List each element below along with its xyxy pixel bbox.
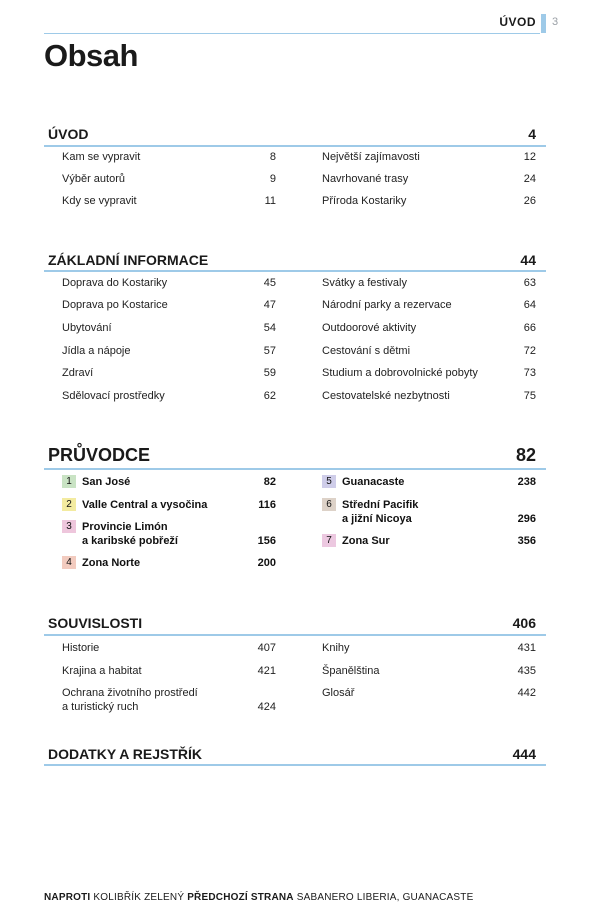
photo-credits-footer: NAPROTI KOLIBŘÍK ZELENÝ PŘEDCHOZÍ STRANA SABANERO LIBERIA, GUANACASTE [44,892,474,903]
section-title: ÚVOD [48,126,89,142]
chapter-number-badge: 5 [322,475,336,488]
page-number: 3 [552,16,559,28]
section-heading-uvod[interactable] [48,122,536,142]
section-rule [44,634,546,636]
section-heading-pruvodce[interactable] [48,442,536,466]
section-heading-zakladni-informace[interactable] [48,248,536,268]
section-page: 406 [512,615,536,631]
section-page: 4 [528,126,536,142]
chapter-number-badge: 7 [322,534,336,547]
section-title: PRŮVODCE [48,445,151,465]
section-page: 444 [512,746,536,762]
chapter-number-badge: 2 [62,498,76,511]
section-rule [44,145,546,147]
section-rule [44,764,546,766]
section-heading-dodatky[interactable] [48,742,536,762]
header-rule [44,33,540,34]
section-rule [44,468,546,470]
section-title: ZÁKLADNÍ INFORMACE [48,252,209,268]
running-header-accent-bar [541,14,546,33]
chapter-number-badge: 1 [62,475,76,488]
section-page: 44 [520,252,536,268]
page-title: Obsah [44,38,138,73]
running-header-label: ÚVOD [499,15,536,29]
chapter-number-badge: 4 [62,556,76,569]
section-heading-souvislosti[interactable] [48,611,536,631]
section-title: SOUVISLOSTI [48,615,143,631]
section-rule [44,270,546,272]
section-title: DODATKY A REJSTŘÍK [48,746,203,762]
chapter-number-badge: 3 [62,520,76,533]
section-page: 82 [515,445,536,465]
chapter-number-badge: 6 [322,498,336,511]
